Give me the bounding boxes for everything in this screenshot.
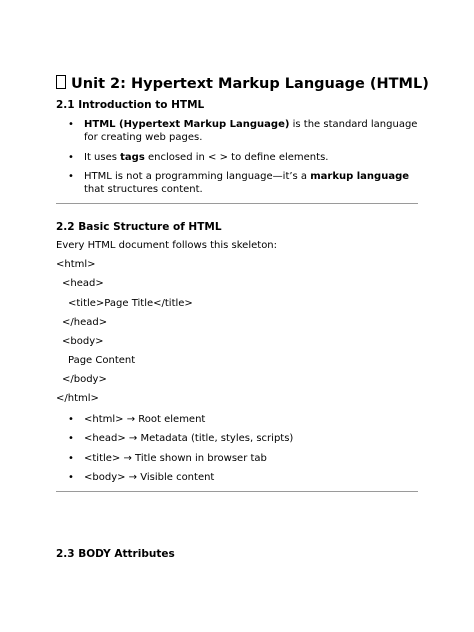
bullet-dot: •	[68, 414, 74, 425]
list-item-pre: HTML is not a programming language—it’s a	[84, 171, 311, 182]
code-line: </html>	[56, 393, 99, 404]
list-item-text	[84, 170, 418, 196]
list-item-post: enclosed in < > to define elements.	[144, 152, 329, 163]
missing-glyph-icon	[56, 75, 66, 89]
horizontal-rule	[56, 203, 418, 204]
section-lead-text: Every HTML document follows this skeleton:	[56, 240, 278, 251]
bold-term: HTML (Hypertext Markup Language)	[84, 119, 290, 130]
bullet-dot: •	[68, 171, 74, 182]
list-item-text: <title> → Title shown in browser tab	[84, 453, 267, 464]
horizontal-rule	[56, 491, 418, 492]
list-item-text	[84, 151, 418, 164]
document-title	[56, 75, 429, 92]
code-line: <title>Page Title</title>	[68, 298, 193, 309]
list-item-rest: is the standard language for creating web pages.	[84, 119, 418, 143]
list-item-text: <html> → Root element	[84, 414, 206, 425]
code-line: <head>	[62, 278, 104, 289]
document-title-text: Unit 2: Hypertext Markup Language (HTML)	[71, 76, 429, 92]
bullet-dot: •	[68, 433, 74, 444]
list-item-text: <body> → Visible content	[84, 472, 215, 483]
bold-term: tags	[120, 152, 145, 163]
bullet-dot: •	[68, 119, 74, 130]
bullet-dot: •	[68, 472, 74, 483]
code-line: Page Content	[68, 355, 136, 366]
list-item-text: <head> → Metadata (title, styles, scripts)	[84, 433, 294, 444]
section-heading-intro: 2.1 Introduction to HTML	[56, 99, 205, 111]
code-line: </head>	[62, 317, 108, 328]
code-line: <body>	[62, 336, 104, 347]
list-item-pre: It uses	[84, 152, 121, 163]
bullet-dot: •	[68, 453, 74, 464]
list-item-post: that structures content.	[84, 184, 203, 195]
code-line: </body>	[62, 374, 107, 385]
bullet-dot: •	[68, 152, 74, 163]
section-heading-structure: 2.2 Basic Structure of HTML	[56, 221, 222, 233]
bold-term: markup language	[310, 171, 410, 182]
code-line: <html>	[56, 259, 96, 270]
list-item-text	[84, 118, 418, 144]
section-heading-body-attributes: 2.3 BODY Attributes	[56, 548, 175, 560]
